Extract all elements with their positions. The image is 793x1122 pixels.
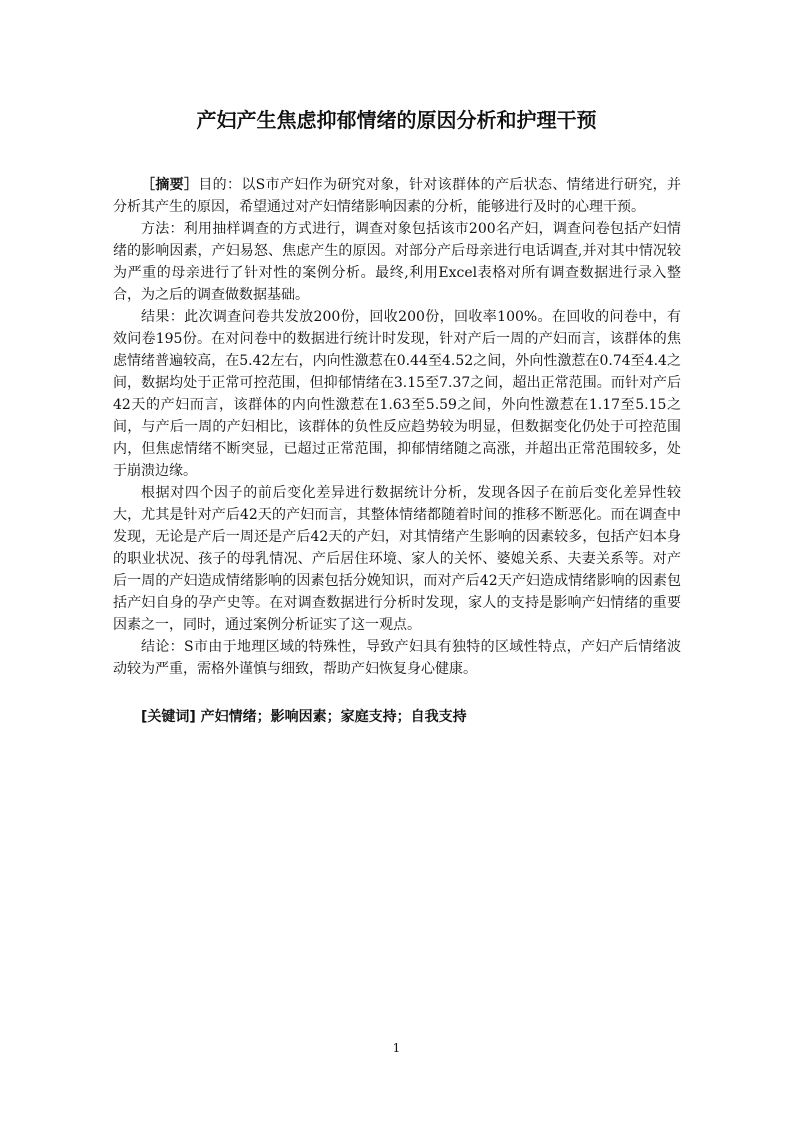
abstract-label: ［摘要］	[141, 177, 199, 193]
abstract-results-paragraph: 结果：此次调查问卷共发放200份，回收200份，回收率100%。在回收的问卷中，有效问卷195份。在对问卷中的数据进行统计时发现，针对产后一周的产妇而言，该群体的焦虑情绪普遍较高，在5.42左右，内向性激惹在0.44至4.52之间，外向性激惹在0.74至4.4之间，数据均处于正常可控范围，但抑郁情绪在3.15至7.37之间，超出正常范围。而针对产后42天的产妇而言，该群体的内向性激惹在1.63至5.59之间，外向性激惹在1.17至5.15之间，与产后一周的产妇相比，该群体的负性反应趋势较为明显，但数据变化仍处于可控范围内，但焦虑情绪不断突显，已超过正常范围，抑郁情绪随之高涨，并超出正常范围较多，处于崩溃边缘。	[113, 309, 681, 479]
abstract-objective-text: 目的：以S市产妇作为研究对象，针对该群体的产后状态、情绪进行研究，并分析其产生的原因，希望通过对产妇情绪影响因素的分析，能够进行及时的心理干预。	[113, 177, 681, 215]
keywords-line: [关键词] 产妇情绪；影响因素；家庭支持；自我支持	[141, 709, 467, 725]
document-title: 产妇产生焦虑抑郁情绪的原因分析和护理干预	[196, 108, 597, 132]
page-number: 1	[392, 1041, 401, 1055]
abstract-objective-paragraph	[113, 174, 681, 218]
abstract-analysis-paragraph: 根据对四个因子的前后变化差异进行数据统计分析，发现各因子在前后变化差异性较大，尤其是针对产后42天的产妇而言，其整体情绪都随着时间的推移不断恶化。而在调查中发现，无论是产后一周还是产后42天的产妇，对其情绪产生影响的因素较多，包括产妇本身的职业状况、孩子的母乳情况、产后居住环境、家人的关怀、婆媳关系、夫妻关系等。对产后一周的产妇造成情绪影响的因素包括分娩知识，而对产后42天产妇造成情绪影响的因素包括产妇自身的孕产史等。在对调查数据进行分析时发现，家人的支持是影响产妇情绪的重要因素之一，同时，通过案例分析证实了这一观点。	[113, 485, 681, 633]
abstract-method-paragraph: 方法：利用抽样调查的方式进行，调查对象包括该市200名产妇，调查问卷包括产妇情绪的影响因素，产妇易怒、焦虑产生的原因。对部分产后母亲进行电话调查,并对其中情况较为严重的母亲进行了针对性的案例分析。最终,利用Excel表格对所有调查数据进行录入整合，为之后的调查做数据基础。	[113, 221, 681, 303]
abstract-conclusion-paragraph: 结论：S市由于地理区域的特殊性，导致产妇具有独特的区域性特点，产妇产后情绪波动较为严重，需格外谨慎与细致，帮助产妇恢复身心健康。	[113, 639, 681, 677]
abstract-section	[113, 174, 681, 728]
